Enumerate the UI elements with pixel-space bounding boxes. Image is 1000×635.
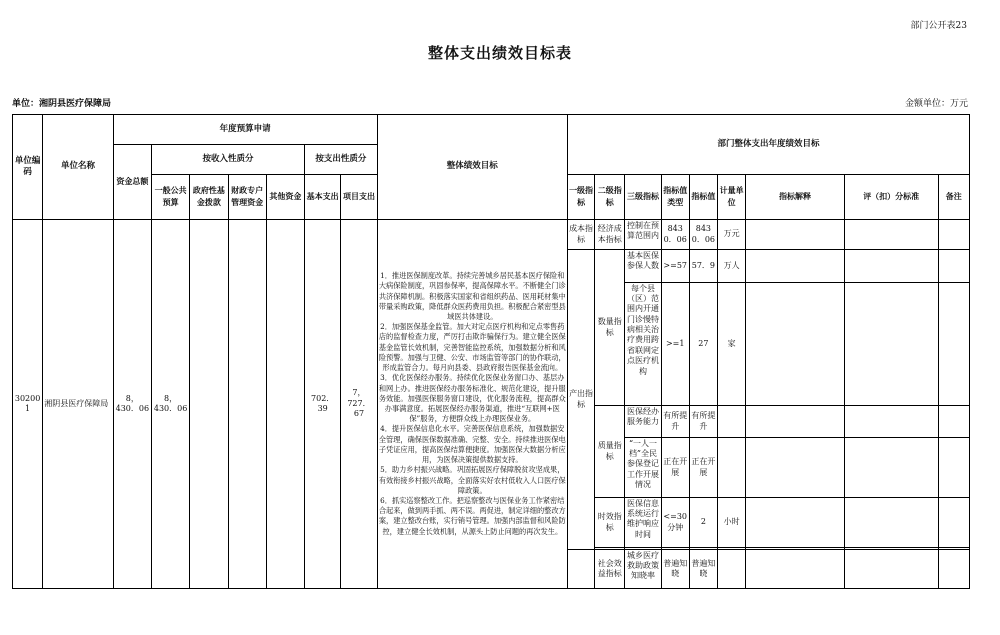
quality-2-scoring	[844, 438, 938, 498]
timeliness-level2: 时效指标	[595, 498, 625, 548]
quantity-1-explanation	[746, 250, 845, 283]
unit-label: 单位：湘阴县医疗保障局	[12, 99, 112, 109]
quality-2-unit	[717, 438, 745, 498]
goal-item: 6．抓实巡察整改工作。把巡察整改与医保业务工作紧密结合起来，做到两手抓、两不误。两促进，制定详细的整改方案，建立整改台账，实行销号管理。加强内部监督和风险防控，建立健全长效机制，从源头上防止问题的再次发生。	[378, 495, 566, 536]
cost-unit: 万元	[717, 220, 745, 250]
quantity-1-value: 57．9	[689, 250, 717, 283]
social-remarks	[938, 550, 969, 589]
header-overall-goal: 整体绩效目标	[377, 115, 567, 220]
quality-2-remarks	[938, 438, 969, 498]
cell-basic-expense: 702．39	[305, 220, 341, 589]
header-remarks: 备注	[938, 175, 969, 220]
timeliness-value: 2	[689, 498, 717, 548]
quantity-2-level3: 每个县（区）范围内开通门诊慢特病相关治疗费用跨省联网定点医疗机构	[625, 283, 661, 406]
quality-1-value: 有所提升	[689, 406, 717, 438]
cost-remarks	[938, 220, 969, 250]
cost-scoring	[844, 220, 938, 250]
social-level1	[567, 550, 594, 589]
social-value-type: 普遍知晓	[661, 550, 689, 589]
quality-2-explanation	[746, 438, 845, 498]
social-level3: 城乡医疗救助政策知晓率	[625, 550, 661, 589]
page-title: 整体支出绩效目标表	[427, 44, 572, 62]
header-annual-budget: 年度预算申请	[113, 115, 377, 145]
timeliness-level3: 医保信息系统运行维护响应时间	[625, 498, 661, 548]
quantity-1-scoring	[844, 250, 938, 283]
quality-1-remarks	[938, 406, 969, 438]
quantity-2-value-type: >=1	[661, 283, 689, 406]
page-code: 部门公开表23	[910, 21, 967, 31]
header-indicator-value: 指标值	[689, 175, 717, 220]
header-basic-expense: 基本支出	[305, 175, 341, 220]
header-level1: 一级指标	[567, 175, 594, 220]
social-explanation	[746, 550, 845, 589]
quantity-1-unit: 万人	[717, 250, 745, 283]
cost-value-type: 8430．06	[661, 220, 689, 250]
quantity-1-level3: 基本医保参保人数	[625, 250, 661, 283]
social-value: 普遍知晓	[689, 550, 717, 589]
cell-unit-name: 湘阴县医疗保障局	[43, 220, 114, 589]
quantity-1-value-type: >=57	[661, 250, 689, 283]
quality-1-level3: 医保经办服务能力	[625, 406, 661, 438]
header-level3: 三级指标	[625, 175, 661, 220]
header-special-account: 财政专户管理资金	[228, 175, 266, 220]
header-total-funds: 资金总额	[113, 145, 151, 220]
header-scoring: 评（扣）分标准	[844, 175, 938, 220]
timeliness-remarks	[938, 498, 969, 548]
performance-table	[12, 114, 970, 589]
header-measure-unit: 计量单位	[717, 175, 745, 220]
header-general-budget: 一般公共预算	[151, 175, 189, 220]
timeliness-unit: 小时	[717, 498, 745, 548]
header-level2: 二级指标	[595, 175, 625, 220]
header-value-type: 指标值类型	[661, 175, 689, 220]
quality-2-value-type: 正在开展	[661, 438, 689, 498]
cell-total-funds: 8，430．06	[113, 220, 151, 589]
cell-general-budget: 8，430．06	[151, 220, 189, 589]
quality-1-unit	[717, 406, 745, 438]
header-unit-code: 单位编码	[13, 115, 43, 220]
quantity-level2: 数量指标	[595, 250, 625, 406]
social-level2: 社会效益指标	[595, 550, 625, 589]
cost-level3: 控制在预算范围内	[625, 220, 661, 250]
header-dept-goal: 部门整体支出年度绩效目标	[567, 115, 969, 175]
header-gov-fund: 政府性基金拨款	[190, 175, 228, 220]
timeliness-explanation	[746, 498, 845, 548]
social-scoring	[844, 550, 938, 589]
header-other-funds: 其他资金	[266, 175, 304, 220]
cost-value: 8430．06	[689, 220, 717, 250]
amount-unit: 金额单位：万元	[904, 99, 968, 109]
cost-level1: 成本指标	[567, 220, 594, 250]
goal-item: 3．优化医保经办服务。持续优化医保业务窗口办、基层办和网上办。推进医保经办服务标准化、规范化建设，提升服务效能。加强医保服务窗口建设，优化服务流程，提高群众办事满意度。拓展医保经办服务渠道，推进“互联网+医保”服务，方便群众线上办理医保业务。	[378, 373, 566, 424]
header-unit-name: 单位名称	[43, 115, 114, 220]
cell-special-account	[228, 220, 266, 589]
quality-1-scoring	[844, 406, 938, 438]
quality-1-explanation	[746, 406, 845, 438]
quantity-2-explanation	[746, 283, 845, 406]
cell-gov-fund	[190, 220, 228, 589]
quantity-2-unit: 家	[717, 283, 745, 406]
cost-level2: 经济成本指标	[595, 220, 625, 250]
goal-item: 1．推进医保制度改革。持续完善城乡居民基本医疗保险和大病保险制度，巩固参保率，提高保障水平。不断健全门诊共济保障机制。积极落实国家和省组织药品、医用耗材集中带量采购政策，降低群众医药费用负担。积极配合紧密型县域医共体建设。	[378, 271, 566, 322]
cost-explanation	[746, 220, 845, 250]
cell-project-expense: 7，727．67	[341, 220, 377, 589]
timeliness-scoring	[844, 498, 938, 548]
quality-level2: 质量指标	[595, 406, 625, 498]
quantity-2-remarks	[938, 283, 969, 406]
goal-item: 2．加强医保基金监管。加大对定点医疗机构和定点零售药店的监督检查力度，严厉打击欺诈骗保行为。建立健全医保基金监管长效机制，完善智能监控系统，加强数据分析和风险预警。加强与卫健、公安、市场监管等部门的协作联动，形成监管合力。每月向县委、县政府报告医保基金流向。	[378, 322, 566, 373]
cell-other-funds	[266, 220, 304, 589]
overall-goals-text	[377, 220, 567, 589]
header-explanation: 指标解释	[746, 175, 845, 220]
quality-1-value-type: 有所提升	[661, 406, 689, 438]
quality-2-value: 正在开展	[689, 438, 717, 498]
goal-item: 4．提升医保信息化水平。完善医保信息系统，加强数据安全管理，确保医保数据准确、完整、安全。持续推进医保电子凭证应用，提高医保结算便捷度。加强医保大数据分析应用，为医保决策提供数据支持。	[378, 424, 566, 465]
goal-item: 5．助力乡村振兴战略。巩固拓展医疗保障脱贫攻坚成果，有效衔接乡村振兴战略，全面落实好农村低收入人口医疗保障政策。	[378, 465, 566, 495]
output-level1: 产出指标	[567, 250, 594, 550]
quality-2-level3: “一人一档”全民参保登记工作开展情况	[625, 438, 661, 498]
social-unit	[717, 550, 745, 589]
quantity-1-remarks	[938, 250, 969, 283]
cell-unit-code: 302001	[13, 220, 43, 589]
header-by-income: 按收入性质分	[151, 145, 304, 175]
header-project-expense: 项目支出	[341, 175, 377, 220]
header-by-expense: 按支出性质分	[305, 145, 378, 175]
timeliness-value-type: <=30分钟	[661, 498, 689, 548]
quantity-2-scoring	[844, 283, 938, 406]
quantity-2-value: 27	[689, 283, 717, 406]
